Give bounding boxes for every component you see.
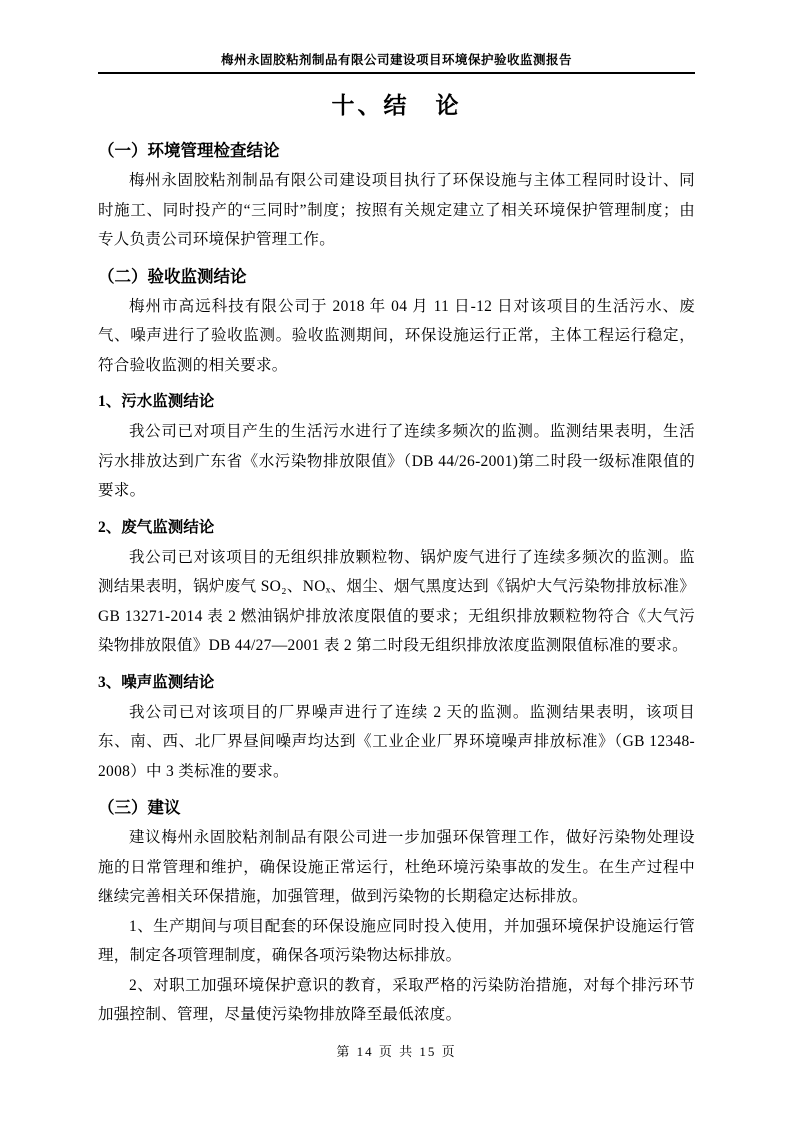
page-title: 十、结 论 xyxy=(331,93,462,118)
section-noise xyxy=(98,668,695,787)
section-paragraph: 梅州永固胶粘剂制品有限公司建设项目执行了环保设施与主体工程同时设计、同时施工、同时投产的“三同时”制度；按照有关规定建立了相关环境保护管理制度；由专人负责公司环境保护管理工作。 xyxy=(98,172,695,248)
subsection-heading: 3、噪声监测结论 xyxy=(98,673,215,691)
section-paragraph: 1、生产期间与项目配套的环保设施应同时投入使用，并加强环境保护设施运行管理，制定各项管理制度，确保各项污染物达标排放。 xyxy=(98,917,695,964)
section-paragraph: 我公司已对该项目的厂界噪声进行了连续 2 天的监测。监测结果表明，该项目东、南、西、北厂界昼间噪声均达到《工业企业厂界环境噪声排放标准》（GB 12348-2008）中 3 类标准的要求。 xyxy=(98,703,695,780)
section-heading: （三）建议 xyxy=(98,798,181,817)
section-paragraph: 我公司已对该项目的无组织排放颗粒物、锅炉废气进行了连续多频次的监测。监测结果表明，锅炉废气 SO₂、NOₓ、烟尘、烟气黑度达到《锅炉大气污染物排放标准》GB 13271-2014 表 2 燃油锅炉排放浓度限值的要求；无组织排放颗粒物符合《大气污染物排放限值》DB 44/27—2001 表 2 第二时段无组织排放浓度监测限值标准的要求。 xyxy=(98,548,695,654)
section-heading: （一）环境管理检查结论 xyxy=(98,141,280,160)
section-env-management xyxy=(98,136,695,255)
page-number-footer: 第 14 页 共 15 页 xyxy=(336,1044,457,1059)
section-exhaust-gas xyxy=(98,513,695,661)
section-paragraph: 建议梅州永固胶粘剂制品有限公司进一步加强环保管理工作，做好污染物处理设施的日常管理和维护，确保设施正常运行，杜绝环境污染事故的发生。在生产过程中继续完善相关环保措施，加强管理，做到污染物的长期稳定达标排放。 xyxy=(98,829,695,905)
running-header: 梅州永固胶粘剂制品有限公司建设项目环境保护验收监测报告 xyxy=(98,0,695,74)
section-acceptance-monitoring xyxy=(98,262,695,381)
subsection-heading: 1、污水监测结论 xyxy=(98,393,215,410)
section-paragraph: 梅州市高远科技有限公司于 2018 年 04 月 11 日-12 日对该项目的生活污水、废气、噪声进行了验收监测。验收监测期间，环保设施运行正常，主体工程运行稳定，符合验收监测的相关要求。 xyxy=(98,297,695,374)
section-heading: （二）验收监测结论 xyxy=(98,266,247,286)
section-paragraph: 我公司已对项目产生的生活污水进行了连续多频次的监测。监测结果表明，生活污水排放达到广东省《水污染物排放限值》（DB 44/26-2001)第二时段一级标准限值的要求。 xyxy=(98,423,695,499)
page-content xyxy=(98,0,695,1030)
section-paragraph: 2、对职工加强环境保护意识的教育，采取严格的污染防治措施，对每个排污环节加强控制、管理，尽量使污染物排放降至最低浓度。 xyxy=(98,976,695,1023)
section-suggestions xyxy=(98,793,695,1030)
section-wastewater xyxy=(98,387,695,506)
subsection-heading: 2、废气监测结论 xyxy=(98,518,215,536)
